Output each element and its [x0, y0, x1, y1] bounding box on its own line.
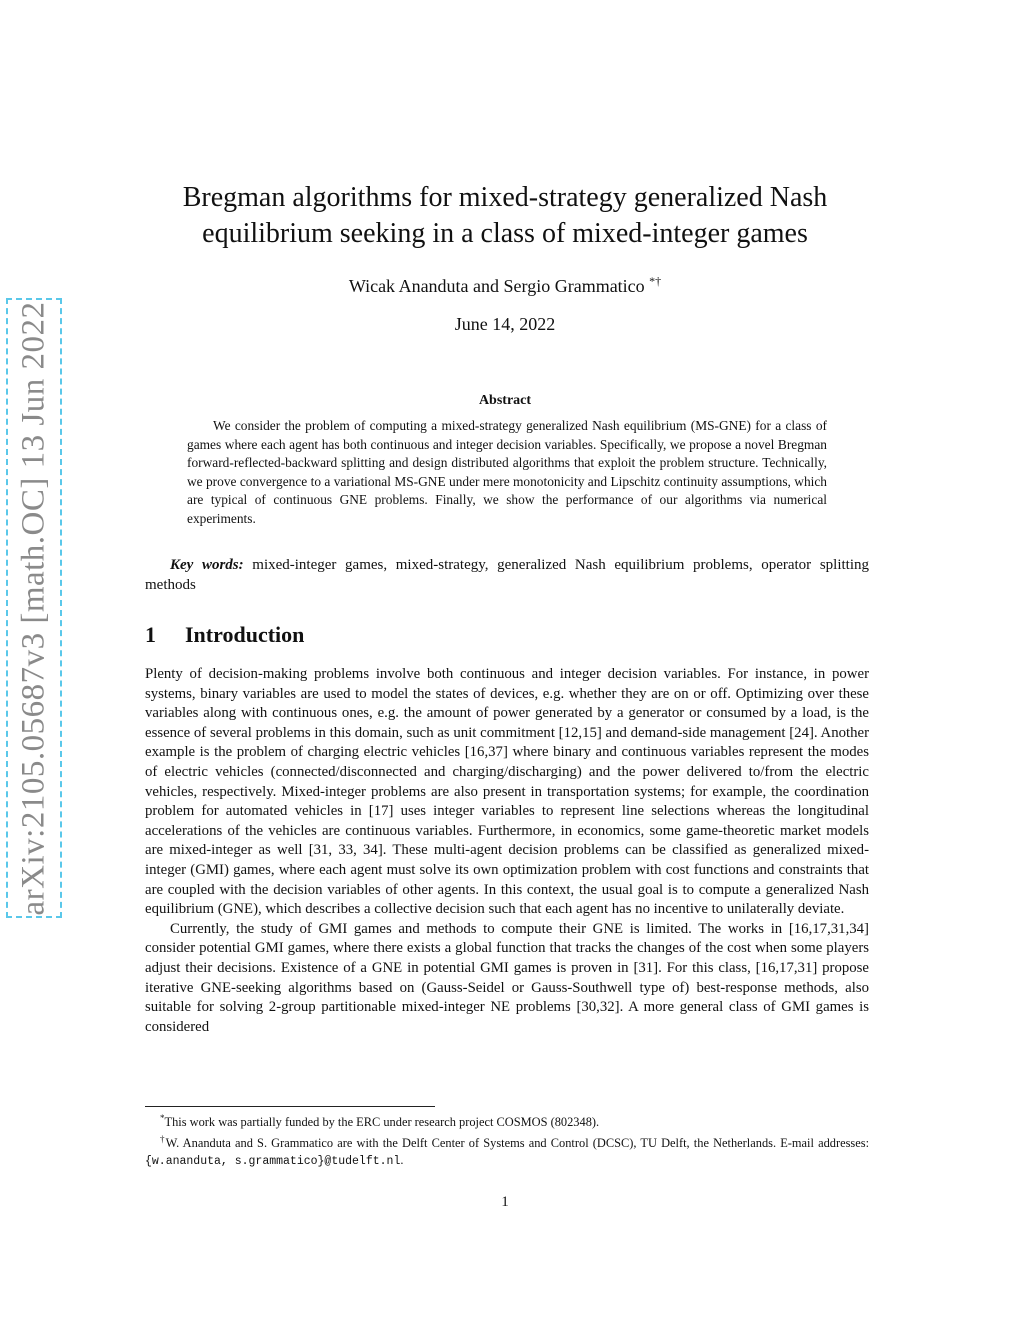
arxiv-identifier-text: arXiv:2105.05687v3 [math.OC] 13 Jun 2022 — [15, 301, 52, 915]
footnote-email-addresses[interactable]: {w.ananduta, s.grammatico}@tudelft.nl — [145, 1155, 401, 1169]
keywords — [145, 555, 869, 595]
section-heading-introduction — [145, 622, 304, 648]
title-line-1: Bregman algorithms for mixed-strategy generalized Nash — [182, 182, 828, 213]
author-footnote-marks[interactable]: *† — [649, 274, 662, 288]
paragraph: Plenty of decision-making problems involve both continuous and integer decision variables. For instance, in power systems, binary variables are used to model the states of devices, e.g. whether they are on or off. Optimizing over these variables along with continuous ones, e.g. the amount of power generated by a generator or consumed by a load, is the essence of several problems in this domain, such as unit commitment [12,15] and demand-side management [24]. Another example is the problem of charging electric vehicles [16,37] where binary and continuous variables represent the modes of electric vehicles (connected/disconnected and charging/discharging) and the power delivered to/from the electric vehicles, respectively. Mixed-integer problems are also present in transportation systems; for example, the coordination problem for automated vehicles in [17] uses integer variables to represent line selections whereas the longitudinal accelerations of the vehicles are continuous variables. Furthermore, in economics, some game-theoretic market models are mixed-integer as well [31, 33, 34]. These multi-agent decision problems can be classified as generalized mixed-integer (GMI) games, where each agent must solve its own optimization problem with cost functions and constraints that are coupled with the decision variables of other agents. In this context, the usual goal is to compute a generalized Nash equilibrium (GNE), which describes a collective decision such that each agent has no incentive to unilaterally deviate. — [145, 666, 869, 918]
footnote-affiliation-text: W. Ananduta and S. Grammatico are with the Delft Center of Systems and Control (DCSC), TU Delft, the Netherlands. E-mail addresses: — [165, 1136, 870, 1151]
footnote-mark: † — [160, 1134, 166, 1145]
arxiv-identifier-stamp[interactable] — [6, 298, 62, 918]
page-number: 1 — [501, 1194, 509, 1210]
footnote-mark: * — [160, 1113, 165, 1123]
footnote-affiliation — [145, 1131, 869, 1170]
keywords-text: mixed-integer games, mixed-strategy, generalized Nash equilibrium problems, operator splitting methods — [145, 557, 869, 593]
abstract-text: We consider the problem of computing a mixed-strategy generalized Nash equilibrium (MS-GNE) for a class of games where each agent has both continuous and integer decision variables. Specifically, we propose a novel Bregman forward-reflected-backward splitting and design distributed algorithms that exploit the problem structure. Technically, we prove convergence to a variational MS-GNE under mere monotonicity and Lipschitz continuity assumptions, which are typical of continuous GNE problems. Finally, we show the performance of our algorithms via numerical experiments. — [187, 418, 827, 526]
section-title: Introduction — [185, 622, 305, 647]
author-list — [140, 274, 870, 297]
footnote-funding — [145, 1110, 869, 1131]
author-names: Wicak Ananduta and Sergio Grammatico — [348, 276, 645, 296]
introduction-body — [145, 665, 869, 1037]
footnote-end: . — [400, 1153, 404, 1168]
abstract-heading: Abstract — [478, 393, 532, 408]
title-line-2: equilibrium seeking in a class of mixed-integer games — [202, 218, 808, 249]
paper-title — [140, 180, 870, 252]
footnote-funding-text: This work was partially funded by the ERC under research project COSMOS (802348). — [164, 1115, 600, 1130]
publication-date: June 14, 2022 — [454, 314, 556, 334]
footnote-divider — [145, 1106, 435, 1107]
footnotes — [145, 1110, 869, 1170]
section-number: 1 — [145, 622, 156, 647]
paragraph: Currently, the study of GMI games and methods to compute their GNE is limited. The works in [16,17,31,34] consider potential GMI games, where there exists a global function that tracks the changes of the cost when some players adjust their decisions. Existence of a GNE in potential GMI games is proven in [31]. For this class, [16,17,31] propose iterative GNE-seeking algorithms based on (Gauss-Seidel or Gauss-Southwell type of) best-response methods, also suitable for solving 2-group partitionable mixed-integer NE problems [30,32]. A more general class of GMI games is considered — [145, 920, 869, 1035]
keywords-label: Key words: — [170, 557, 244, 573]
